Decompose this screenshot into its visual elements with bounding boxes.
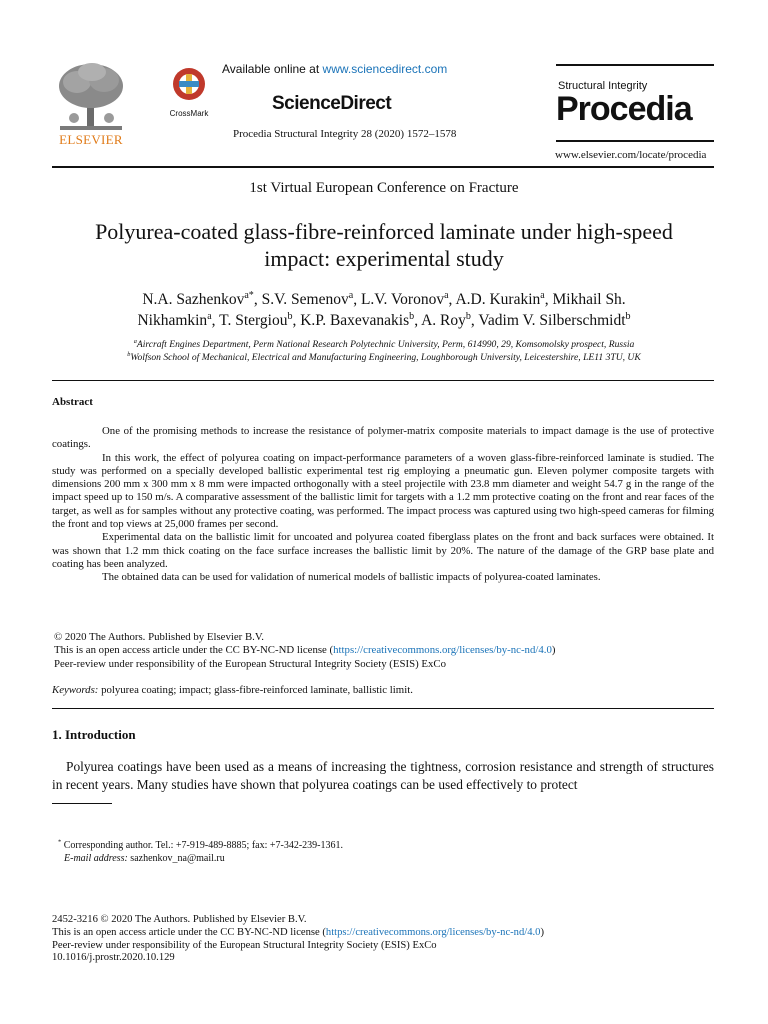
title-line-1: Polyurea-coated glass-fibre-reinforced laminate under high-speed: [95, 219, 673, 244]
author-affil: a: [348, 289, 354, 301]
author-name: A.D. Kurakin: [455, 291, 541, 308]
author-affil: b: [465, 310, 471, 322]
affiliation-text: Wolfson School of Mechanical, Electrical and Manufacturing Engineering, Loughborough University, Leicestershire, LE11 3TU, UK: [130, 352, 641, 363]
abstract-paragraph: One of the promising methods to increase the resistance of polymer-matrix composite materials to impact damage is the use of protective coatings.: [52, 425, 714, 451]
procedia-logo: [556, 64, 714, 142]
abstract-paragraph: The obtained data can be used for validation of numerical models of ballistic impacts of polyurea-coated laminates.: [102, 571, 601, 584]
keywords: [52, 684, 413, 696]
author-name: K.P. Baxevanakis: [300, 312, 410, 329]
author-name: L.V. Voronov: [360, 291, 445, 308]
license-suffix: ): [551, 644, 556, 657]
author-affil: a: [540, 289, 545, 301]
available-prefix: Available online at: [222, 62, 323, 76]
doi[interactable]: 10.1016/j.prostr.2020.10.129: [52, 952, 175, 964]
email-label: E-mail address:: [64, 853, 128, 864]
author-sep: ,: [211, 312, 220, 329]
footer-peer-review: Peer-review under responsibility of the European Structural Integrity Society (ESIS) ExCo: [52, 939, 437, 951]
introduction-body: [52, 758, 714, 793]
journal-name: Procedia: [556, 90, 692, 128]
author-sep: ,: [353, 291, 361, 308]
journal-series: Structural Integrity: [558, 80, 648, 92]
peer-review-line: Peer-review under responsibility of the European Structural Integrity Society (ESIS) ExCo: [54, 657, 446, 670]
author-affil: b: [409, 310, 415, 322]
author-sep: ,: [544, 291, 553, 308]
page-footer: [52, 914, 544, 965]
crossmark-label: CrossMark: [169, 109, 209, 118]
sciencedirect-link[interactable]: www.sciencedirect.com: [322, 62, 448, 76]
journal-url[interactable]: www.elsevier.com/locate/procedia: [555, 149, 707, 161]
header-divider: [52, 166, 714, 168]
footnote-divider: [52, 803, 112, 804]
author-name: A. Roy: [421, 312, 466, 329]
author-name: Nikhamkin: [137, 312, 208, 329]
email-line: [64, 852, 343, 865]
author-name: Mikhail Sh.: [552, 291, 626, 308]
abstract-top-rule: [52, 380, 714, 381]
paper-title: [40, 218, 728, 272]
author-sep: ,: [253, 291, 262, 308]
crossmark-badge[interactable]: [164, 66, 214, 118]
author-sep: ,: [470, 312, 479, 329]
abstract-heading: Abstract: [52, 396, 93, 408]
author-sep: ,: [448, 291, 456, 308]
affiliation-text: Aircraft Engines Department, Perm National Research Polytechnic University, Perm, 614990, 29, Komsomolsky prospect, Russia: [136, 339, 635, 350]
author-name: N.A. Sazhenkov: [142, 291, 245, 308]
author-name: S.V. Semenov: [261, 291, 349, 308]
affiliations: [40, 338, 728, 364]
affiliation-a: [40, 338, 728, 351]
affiliation-marker: a: [133, 337, 137, 345]
author-line-2: [40, 310, 728, 331]
author-affil: b: [625, 310, 631, 322]
author-name: T. Stergiou: [219, 312, 288, 329]
keywords-text: polyurea coating; impact; glass-fibre-reinforced laminate, ballistic limit.: [98, 684, 413, 696]
license-link[interactable]: https://creativecommons.org/licenses/by-nc-nd/4.0: [333, 644, 552, 657]
footnote-marker: *: [58, 838, 62, 846]
email-address[interactable]: sazhenkov_na@mail.ru: [127, 853, 225, 864]
section-heading: 1. Introduction: [52, 727, 136, 742]
available-online: [222, 62, 447, 76]
abstract-bottom-rule: [52, 708, 714, 709]
author-sep: ,: [414, 312, 422, 329]
title-line-2: impact: experimental study: [264, 246, 504, 271]
footnote: [58, 839, 343, 865]
author-affil: a: [444, 289, 449, 301]
footer-license-prefix: This is an open access article under the CC BY-NC-ND license (: [52, 926, 326, 938]
footer-license-link[interactable]: https://creativecommons.org/licenses/by-nc-nd/4.0: [325, 926, 541, 938]
journal-citation: Procedia Structural Integrity 28 (2020) 1572–1578: [233, 128, 457, 140]
author-line-1: [40, 289, 728, 310]
affiliation-marker: b: [127, 350, 131, 358]
abstract-body: [52, 425, 714, 585]
copyright-line: © 2020 The Authors. Published by Elsevier B.V.: [54, 631, 264, 643]
footer-license-suffix: ): [540, 926, 544, 938]
author-affil: a*: [244, 289, 254, 301]
author-name: Vadim V. Silberschmidt: [478, 312, 626, 329]
author-affil: a: [207, 310, 212, 322]
conference-name: 1st Virtual European Conference on Fracture: [249, 180, 519, 196]
author-affil: b: [287, 310, 293, 322]
author-sep: ,: [292, 312, 301, 329]
affiliation-b: [40, 351, 728, 364]
introduction-paragraph: Polyurea coatings have been used as a means of increasing the tightness, corrosion resistance and strength of structures in recent years. Many studies have shown that polyurea coatings can be used effectively to protect: [52, 759, 714, 792]
license-prefix: This is an open access article under the CC BY-NC-ND license (: [54, 644, 334, 657]
keywords-label: Keywords:: [52, 684, 99, 696]
footer-license-line: [52, 927, 544, 940]
crossmark-icon: [164, 66, 214, 102]
sciencedirect-wordmark: ScienceDirect: [272, 93, 392, 114]
author-list: [40, 289, 728, 331]
copyright-block: [52, 631, 714, 671]
issn-line: 2452-3216 © 2020 The Authors. Published by Elsevier B.V.: [52, 914, 307, 925]
abstract-paragraph: In this work, the effect of polyurea coating on impact-performance parameters of a woven glass-fibre-reinforced laminate is studied. The study was performed on a specially developed ballistic experimental test rig employing a pneumatic gun. Eleven polymer composite targets with dimensions 200 mm x 300 mm x 8 mm were impacted orthogonally with a steel projectile with 23.8 mm diameter and weight 54.7 g in the range of the impact speed up to 150 m/s. A comparative assessment of the ballistic limit for targets with a 1.2 mm protective coating on the front and rear faces of the target, as well as for samples without any protective coating, was performed. The impact process was captured using two high-speed cameras for filming the front and top views at 25,000 frames per second.: [52, 451, 714, 531]
contact-text: Corresponding author. Tel.: +7-919-489-8885; fax: +7-342-239-1361.: [61, 840, 343, 851]
abstract-paragraph: Experimental data on the ballistic limit for uncoated and polyurea coated fiberglass plates on the front and back surfaces were obtained. It was shown that 1.2 mm thick coating on the face surface increases the ballistic limit by 20%. The nature of the damage of the GRP base plate and coating has been analyzed.: [52, 531, 714, 570]
license-line: [54, 644, 714, 657]
publisher-name: ELSEVIER: [59, 132, 123, 147]
corresponding-author: [58, 839, 343, 852]
